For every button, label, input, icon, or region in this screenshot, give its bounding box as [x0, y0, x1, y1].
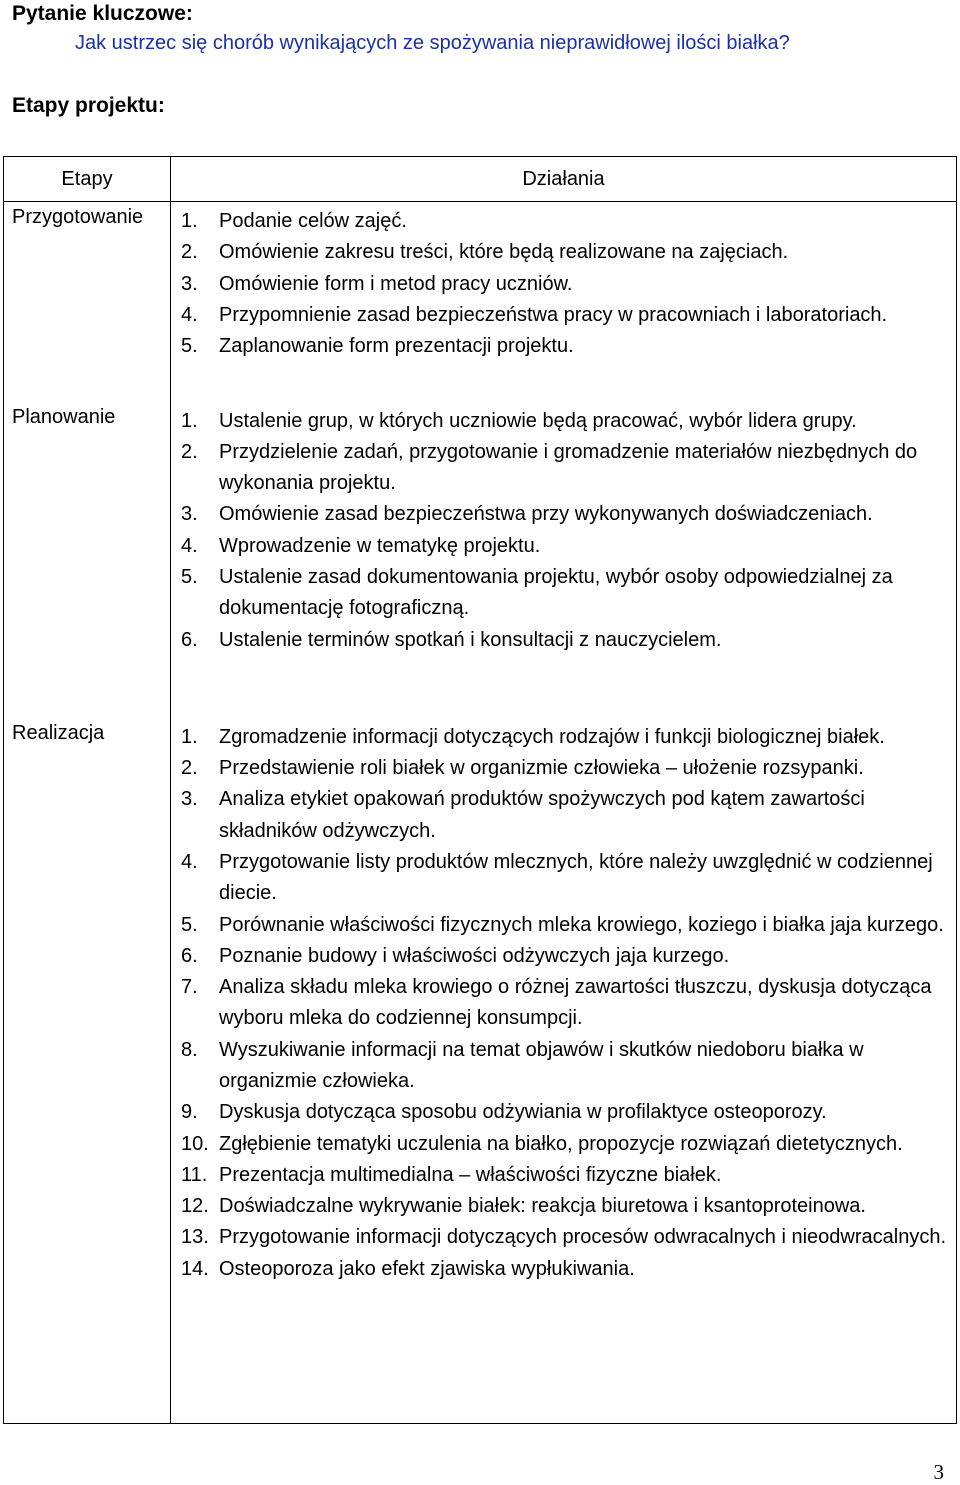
list-item: [171, 300, 956, 331]
action-text: Analiza składu mleka krowiego o różnej zawartości tłuszczu, dyskusja dotycząca wyboru mleka do codziennej konsumpcji.: [219, 976, 932, 1030]
action-text: Przypomnienie zasad bezpieczeństwa pracy w pracowniach i laboratoriach.: [219, 303, 888, 326]
stage-name: Realizacja: [4, 718, 171, 1424]
list-item: [171, 206, 956, 237]
action-text: Wyszukiwanie informacji na temat objawów i skutków niedoboru białka w organizmie człowieka.: [219, 1038, 864, 1092]
action-number: 5.: [181, 335, 198, 358]
action-text: Ustalenie grup, w których uczniowie będą pracować, wybór lidera grupy.: [219, 409, 857, 432]
stage-actions: [171, 402, 957, 718]
action-number: 10.: [181, 1132, 209, 1155]
key-question-text: Jak ustrzec się chorób wynikających ze spożywania nieprawidłowej ilości białka?: [75, 32, 790, 54]
list-item: [171, 562, 956, 625]
stages-table: [3, 156, 957, 1424]
action-text: Zaplanowanie form prezentacji projektu.: [219, 335, 574, 358]
list-item: [171, 753, 956, 784]
action-number: 6.: [181, 944, 198, 967]
action-number: 8.: [181, 1038, 198, 1061]
action-text: Zgłębienie tematyki uczulenia na białko, propozycje rozwiązań dietetycznych.: [219, 1132, 903, 1155]
action-number: 2.: [181, 241, 198, 264]
action-number: 14.: [181, 1257, 209, 1280]
stage-name: Przygotowanie: [4, 202, 171, 402]
action-text: Przydzielenie zadań, przygotowanie i gromadzenie materiałów niezbędnych do wykonania projektu.: [219, 440, 918, 495]
list-item: [171, 1097, 956, 1128]
list-item: [171, 722, 956, 753]
list-item: [171, 1035, 956, 1098]
list-item: [171, 531, 956, 562]
action-text: Analiza etykiet opakowań produktów spożywczych pod kątem zawartości składników odżywczych.: [219, 788, 865, 842]
action-text: Omówienie zasad bezpieczeństwa przy wykonywanych doświadczeniach.: [219, 503, 873, 526]
action-number: 9.: [181, 1101, 198, 1124]
table-row: [4, 202, 957, 402]
action-number: 3.: [181, 788, 198, 811]
action-number: 2.: [181, 440, 198, 463]
list-item: [171, 972, 956, 1035]
list-item: [171, 1160, 956, 1191]
action-number: 5.: [181, 566, 198, 589]
action-text: Ustalenie terminów spotkań i konsultacji z nauczycielem.: [219, 628, 722, 651]
list-item: [171, 784, 956, 847]
action-text: Osteoporoza jako efekt zjawiska wypłukiwania.: [219, 1257, 635, 1280]
list-item: [171, 1129, 956, 1160]
list-item: [171, 237, 956, 268]
stages-table-body: [4, 202, 957, 1424]
action-number: 4.: [181, 534, 198, 557]
key-question-heading: Pytanie kluczowe:: [12, 2, 193, 25]
action-text: Prezentacja multimedialna – właściwości fizyczne białek.: [219, 1163, 722, 1186]
list-item: [171, 847, 956, 910]
column-header-stages: Etapy: [4, 157, 171, 202]
list-item: [171, 331, 956, 362]
action-list: [171, 402, 956, 656]
action-list: [171, 718, 956, 1285]
stage-actions: [171, 718, 957, 1424]
action-number: 12.: [181, 1195, 209, 1218]
action-text: Przygotowanie informacji dotyczących procesów odwracalnych i nieodwracalnych.: [219, 1226, 947, 1249]
table-row: [4, 718, 957, 1424]
list-item: [171, 406, 956, 437]
action-text: Przygotowanie listy produktów mlecznych, które należy uwzględnić w codziennej diecie.: [219, 850, 933, 905]
list-item: [171, 269, 956, 300]
action-text: Wprowadzenie w tematykę projektu.: [219, 534, 541, 557]
action-number: 3.: [181, 503, 198, 526]
action-text: Podanie celów zajęć.: [219, 210, 407, 232]
action-text: Doświadczalne wykrywanie białek: reakcja biuretowa i ksantoproteinowa.: [219, 1195, 866, 1218]
action-text: Omówienie zakresu treści, które będą realizowane na zajęciach.: [219, 241, 789, 264]
action-number: 5.: [181, 913, 198, 936]
action-text: Przedstawienie roli białek w organizmie człowieka – ułożenie rozsypanki.: [219, 757, 864, 780]
list-item: [171, 1222, 956, 1253]
page-number: 3: [933, 1460, 944, 1484]
list-item: [171, 1254, 956, 1285]
list-item: [171, 910, 956, 941]
action-number: 4.: [181, 303, 198, 326]
list-item: [171, 437, 956, 500]
action-number: 13.: [181, 1226, 209, 1249]
action-number: 11.: [181, 1163, 208, 1186]
stage-name: Planowanie: [4, 402, 171, 718]
action-text: Dyskusja dotycząca sposobu odżywiania w profilaktyce osteoporozy.: [219, 1101, 827, 1124]
action-text: Omówienie form i metod pracy uczniów.: [219, 272, 573, 295]
table-header-row: [4, 157, 957, 202]
list-item: [171, 1191, 956, 1222]
action-number: 7.: [181, 976, 198, 999]
column-header-actions: Działania: [171, 157, 957, 202]
list-item: [171, 499, 956, 530]
list-item: [171, 941, 956, 972]
action-list: [171, 202, 956, 362]
stages-heading: Etapy projektu:: [12, 94, 165, 117]
action-text: Poznanie budowy i właściwości odżywczych jaja kurzego.: [219, 944, 730, 967]
action-number: 1.: [181, 409, 198, 432]
stage-actions: [171, 202, 957, 402]
action-text: Porównanie właściwości fizycznych mleka krowiego, koziego i białka jaja kurzego.: [219, 913, 944, 936]
action-text: Ustalenie zasad dokumentowania projektu, wybór osoby odpowiedzialnej za dokumentację fotograficzną.: [219, 566, 893, 620]
action-number: 1.: [181, 725, 198, 748]
action-text: Zgromadzenie informacji dotyczących rodzajów i funkcji biologicznej białek.: [219, 725, 885, 748]
list-item: [171, 625, 956, 656]
table-row: [4, 402, 957, 718]
action-number: 3.: [181, 272, 198, 295]
action-number: 4.: [181, 850, 198, 873]
action-number: 2.: [181, 757, 198, 780]
action-number: 1.: [181, 210, 198, 232]
action-number: 6.: [181, 628, 198, 651]
